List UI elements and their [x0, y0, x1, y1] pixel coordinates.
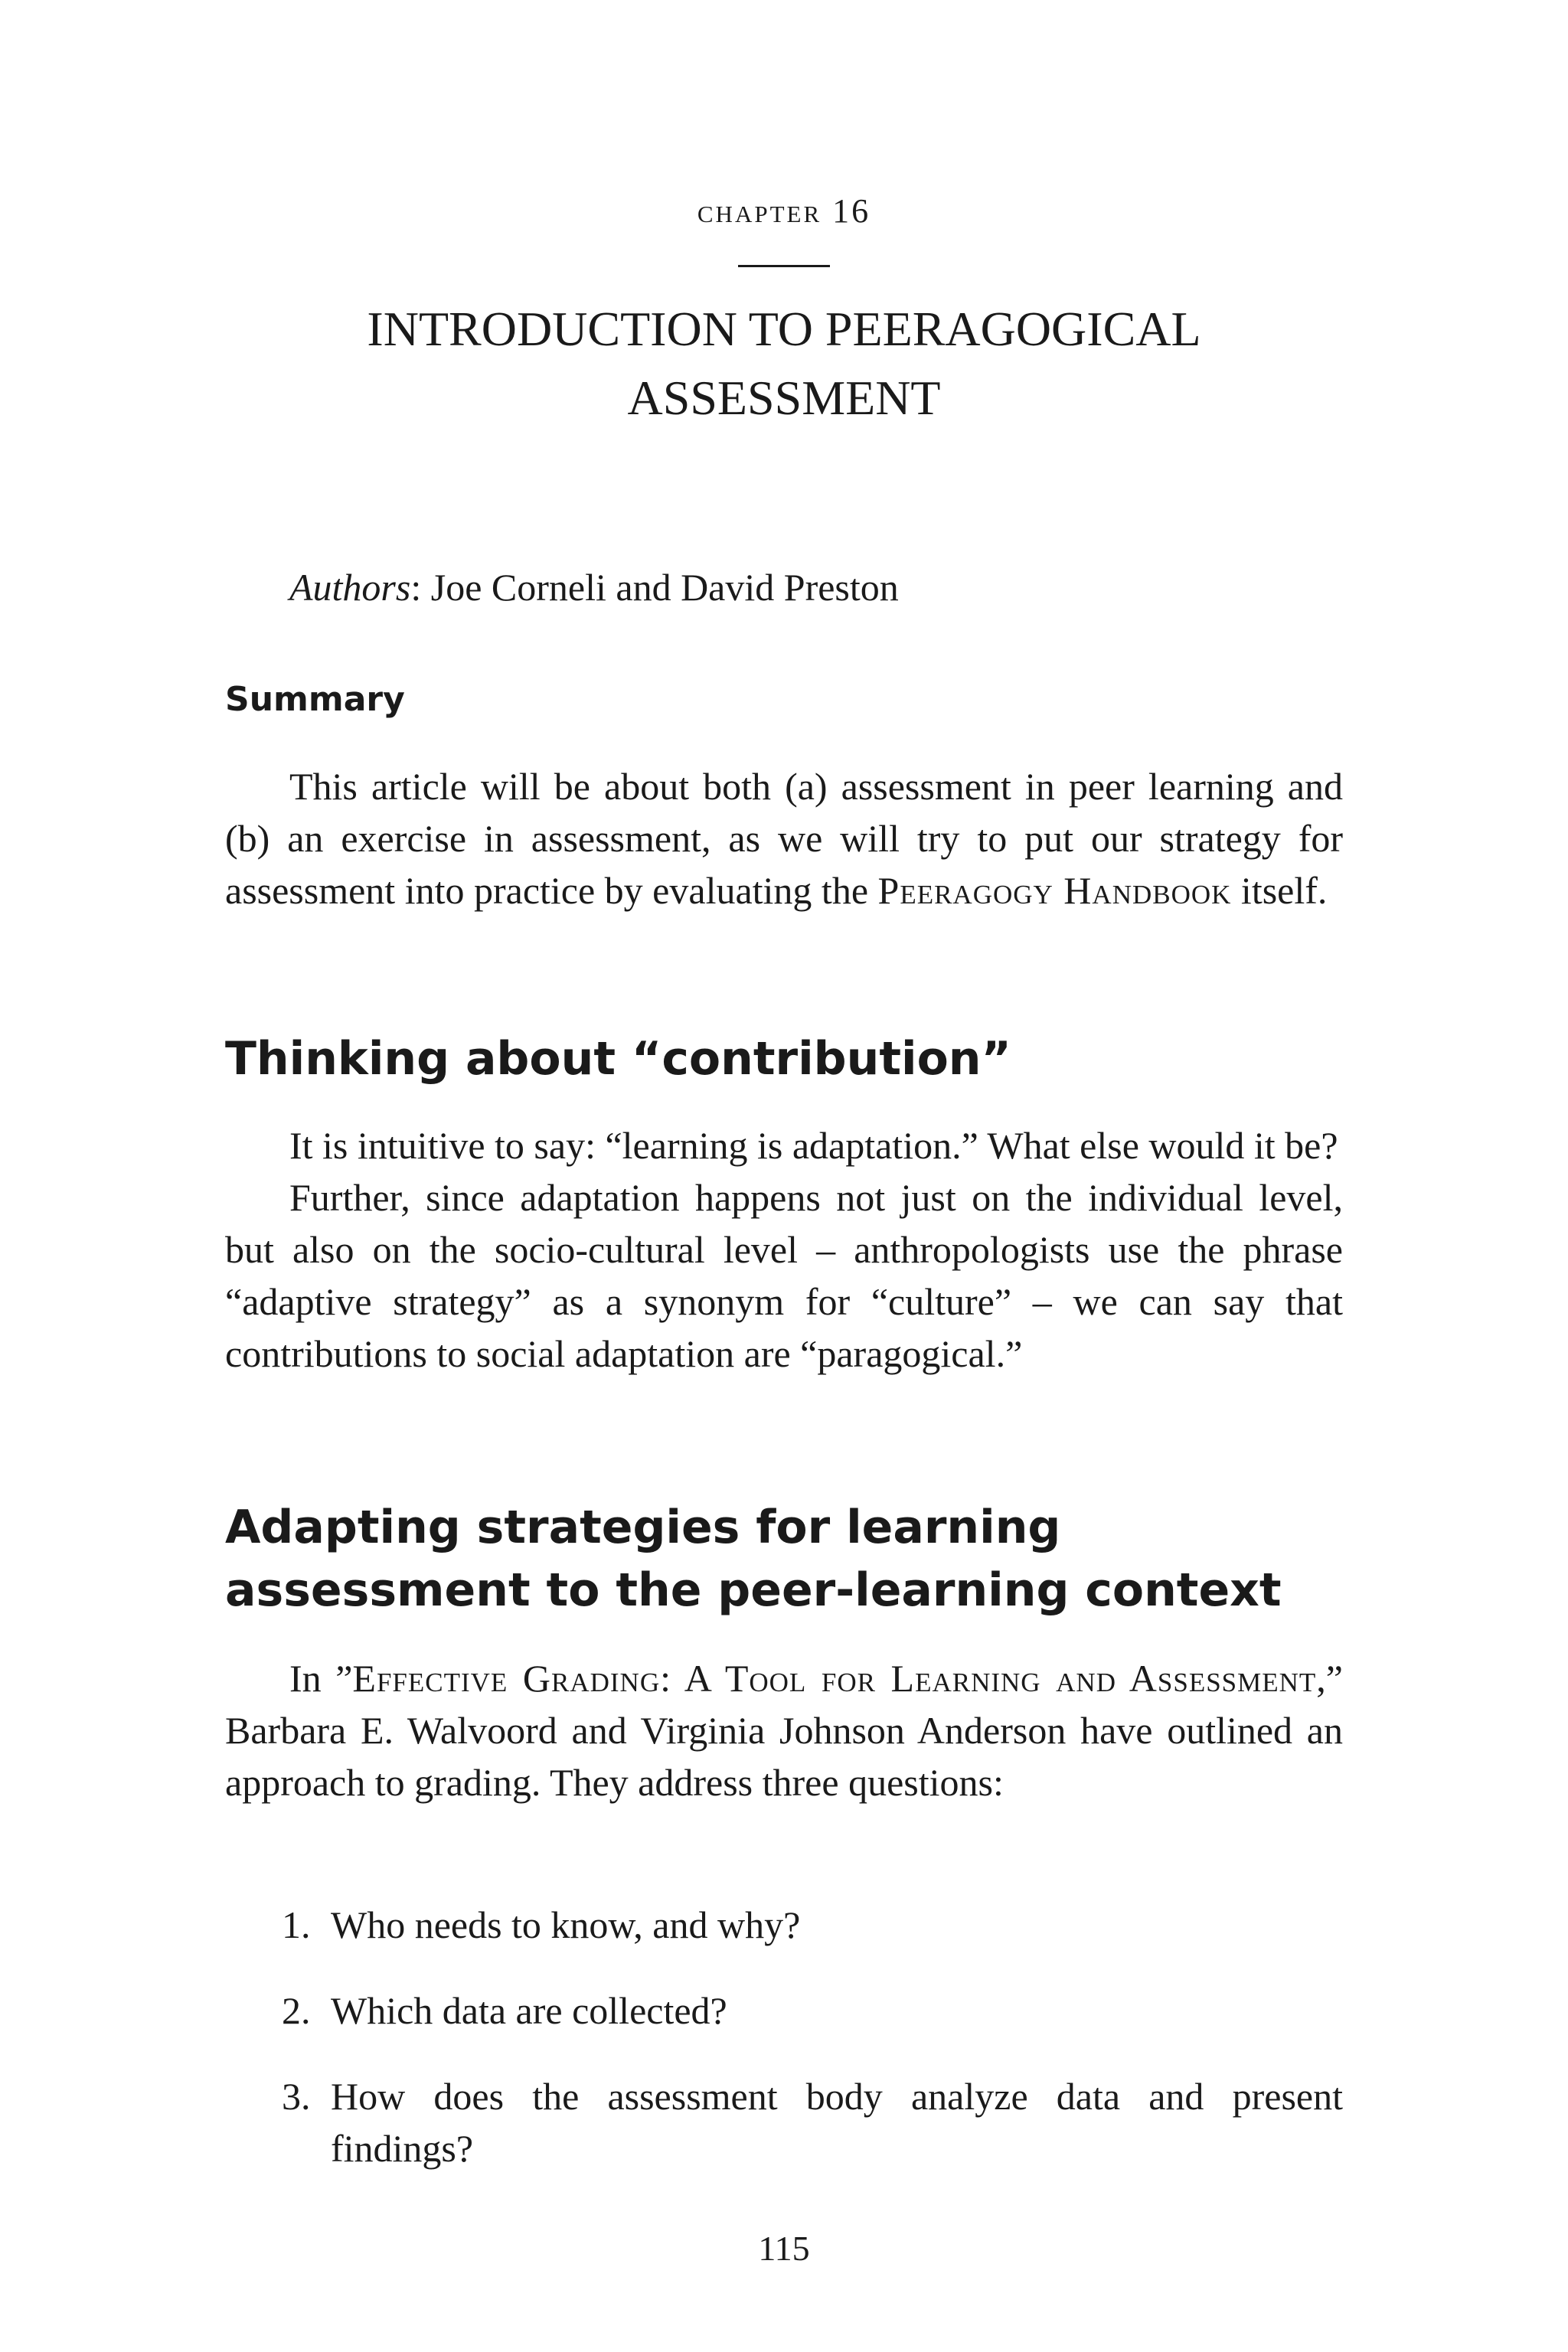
section-heading-contribution: Thinking about “contribution” — [225, 1032, 1011, 1086]
grading-text-2: ,” Barbara E. Walvoord and Virginia Johnson Anderson have outlined an approach to grading. They address three questions: — [225, 1657, 1343, 1804]
questions-list — [225, 1899, 1343, 2208]
authors-label: Authors — [289, 566, 411, 609]
authors-line — [289, 565, 899, 609]
paragraph-intuitive: It is intuitive to say: “learning is adaptation.” What else would it be? — [289, 1124, 1338, 1167]
list-item-text: Which data are collected? — [331, 1989, 727, 2032]
list-item-text: How does the assessment body analyze data and present findings? — [331, 2075, 1343, 2170]
paragraph-effective-grading — [225, 1652, 1343, 1808]
summary-text-2: itself. — [1231, 869, 1328, 912]
book-title-effective-grading: Effective Grading: A Tool for Learning and Assessment — [352, 1657, 1317, 1700]
list-item-number: 3. — [282, 2075, 311, 2118]
list-item-text: Who needs to know, and why? — [331, 1903, 801, 1946]
summary-paragraph — [225, 760, 1343, 916]
author-names: : Joe Corneli and David Preston — [410, 566, 899, 609]
handbook-title: Peeragogy Handbook — [877, 869, 1232, 912]
list-item — [225, 1899, 1343, 1951]
summary-heading: Summary — [225, 680, 405, 719]
chapter-rule — [738, 265, 830, 267]
chapter-title-line-2: ASSESSMENT — [627, 371, 941, 425]
section-heading-adapting-strategies: Adapting strategies for learning assessment to the peer-learning context — [225, 1501, 1282, 1617]
paragraph-adaptation: Further, since adaptation happens not just on the individual level, but also on the socio-cultural level – anthropologists use the phrase “adaptive strategy” as a synonym for “culture” – we can say that contributions to social adaptation are “paragogical.” — [225, 1176, 1343, 1375]
page-number: 115 — [758, 2229, 810, 2268]
chapter-label: chapter 16 — [697, 192, 871, 230]
chapter-title-line-1: INTRODUCTION TO PEERAGOGICAL — [367, 302, 1201, 356]
list-item-number: 2. — [282, 1989, 311, 2032]
grading-text-1: In ” — [289, 1657, 353, 1700]
section-body-contribution — [225, 1119, 1343, 1380]
list-item — [225, 1984, 1343, 2037]
summary-text-1: This article will be about both (a) assessment in peer learning and (b) an exercise in assessment, as we will try to put our strategy for assessment into practice by evaluating the — [225, 765, 1343, 912]
chapter-title — [306, 295, 1262, 433]
list-item — [225, 2070, 1343, 2174]
list-item-number: 1. — [282, 1903, 311, 1946]
